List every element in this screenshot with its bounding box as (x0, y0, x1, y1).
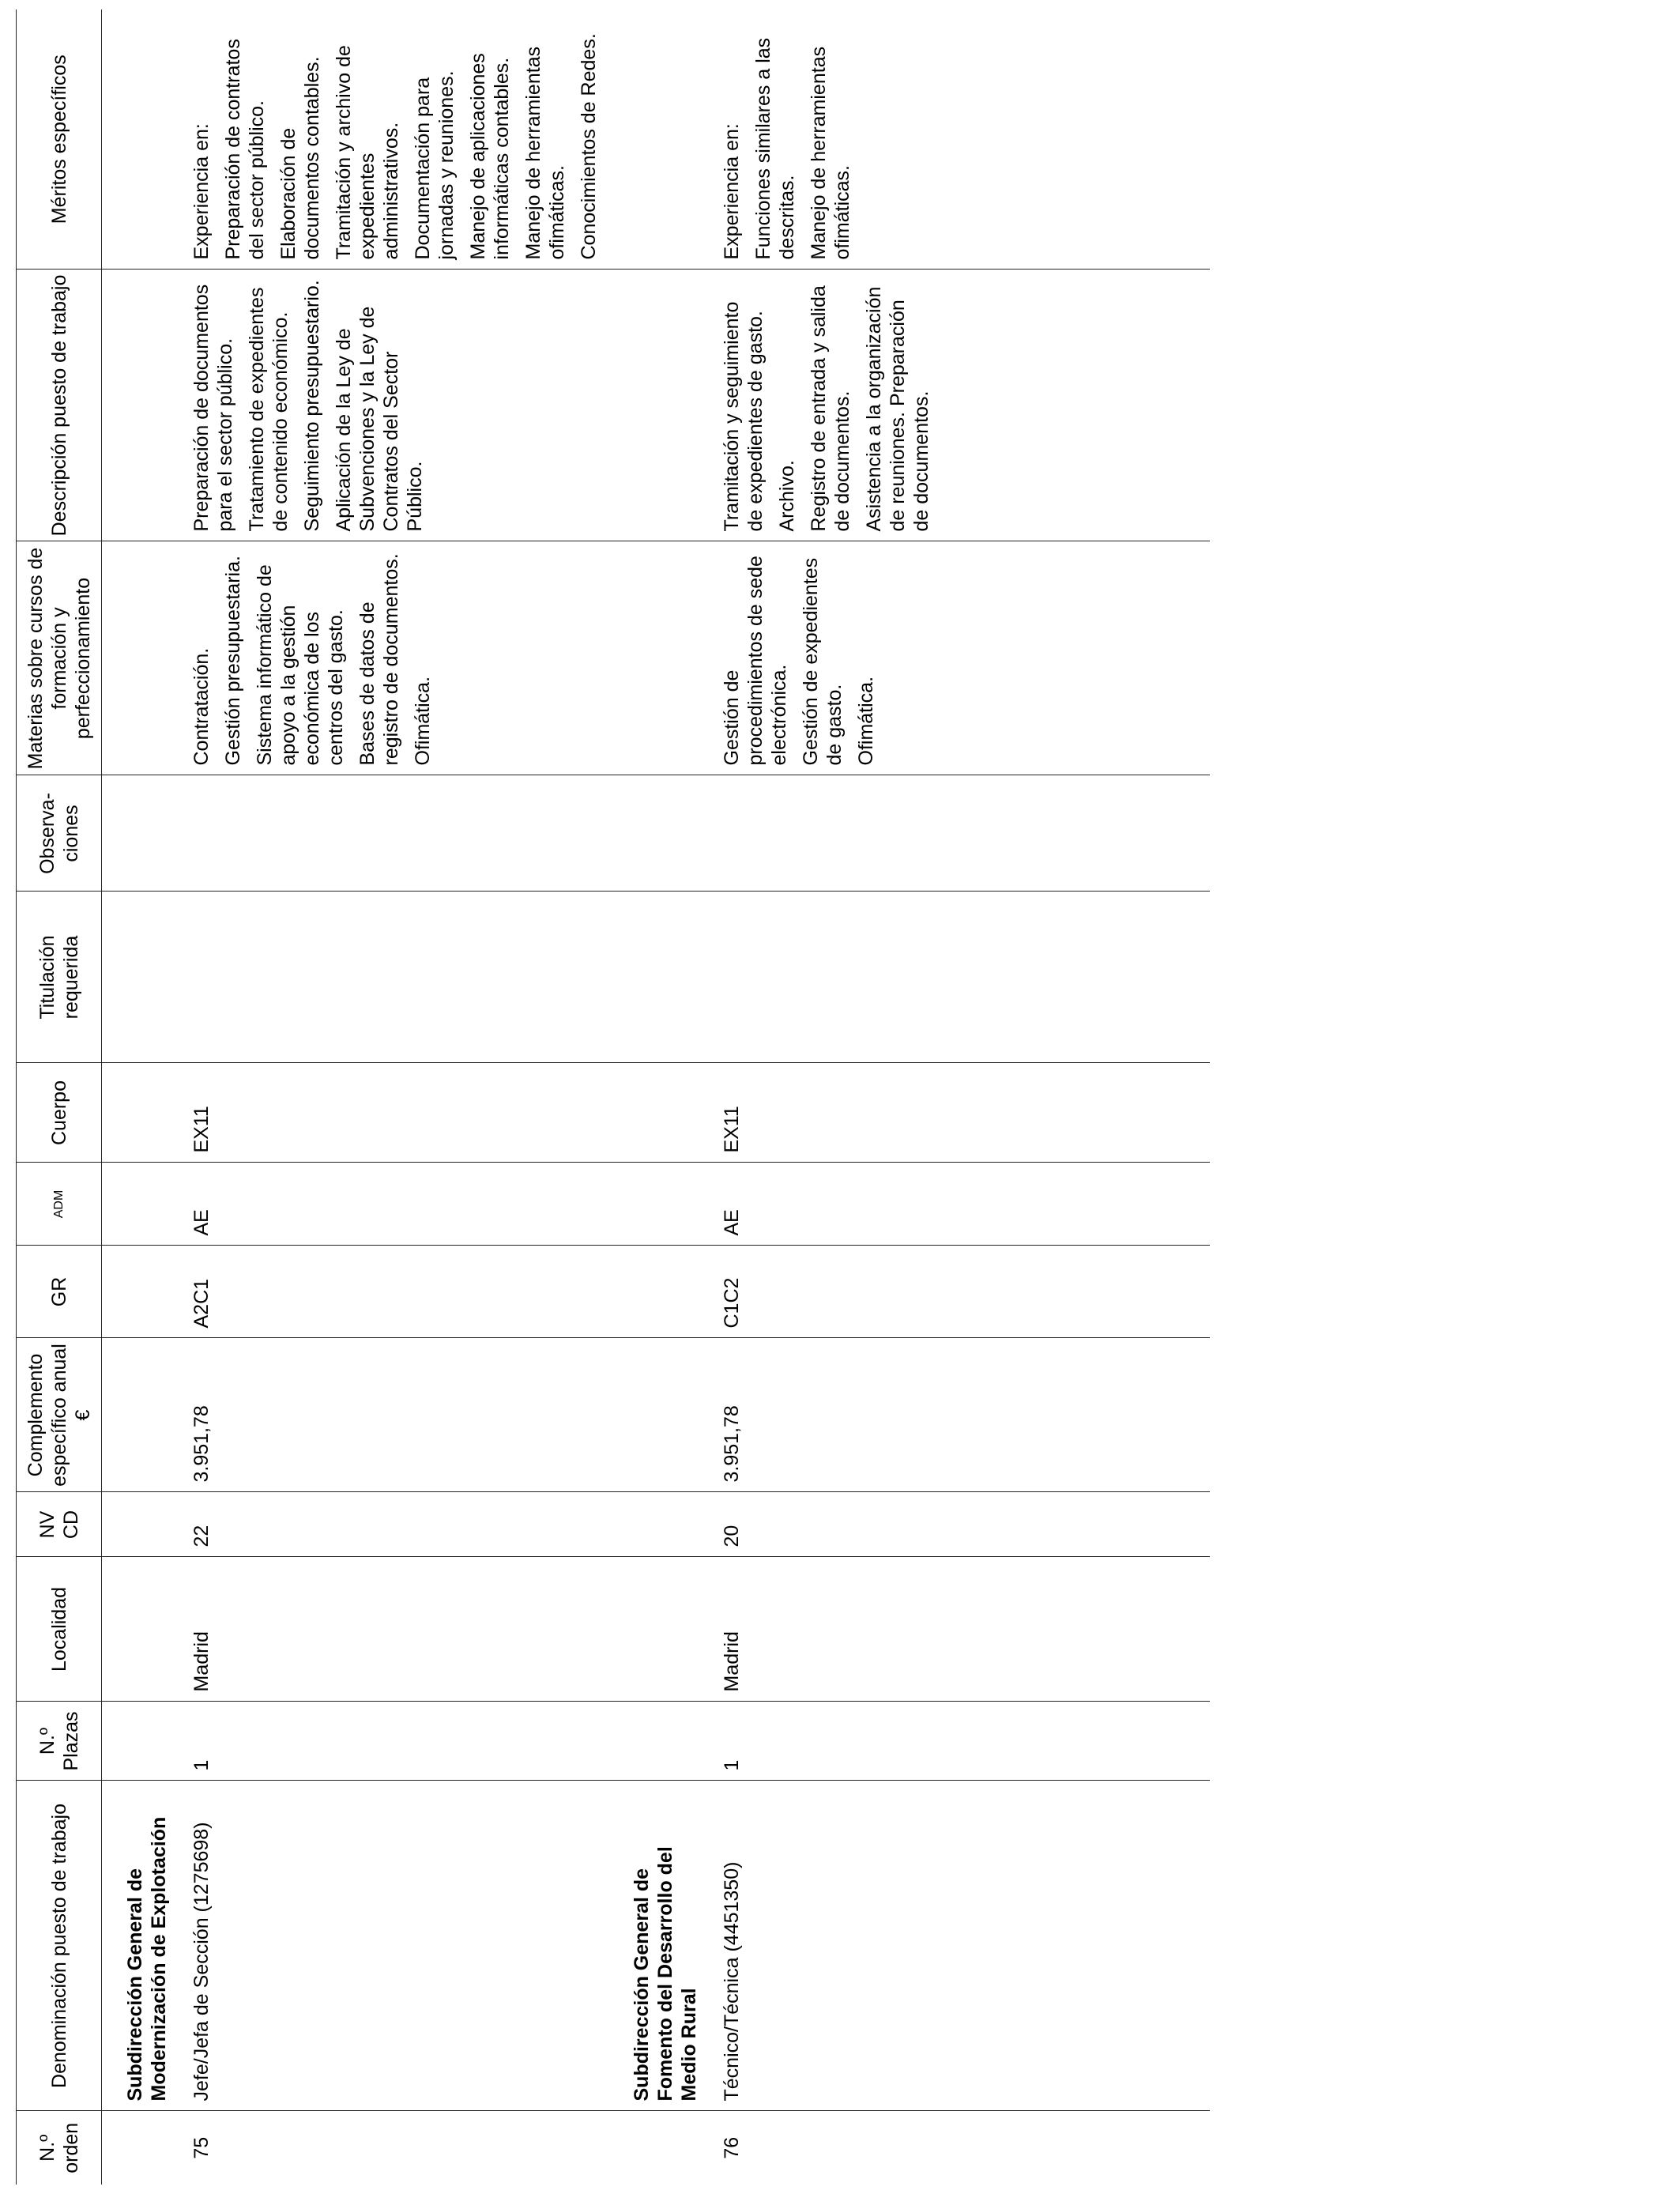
descripcion-list (720, 280, 933, 532)
cell-complemento: 3.951,78 (710, 1338, 1210, 1492)
list-item: Funciones similares a las descritas. (752, 37, 798, 260)
header-descripcion: Descripción puesto de trabajo (17, 270, 102, 541)
list-item: Registro de entrada y salida de documentos. (808, 285, 853, 532)
cell-localidad: Madrid (180, 1557, 608, 1702)
cell-grupo: C1C2 (710, 1246, 1210, 1338)
list-item: Gestión presupuestaria. (222, 556, 244, 766)
descripcion-list (190, 280, 427, 532)
list-item: Bases de datos de registro de documentos. (356, 553, 402, 766)
list-item: Aplicación de la Ley de Subvenciones y la Ley de Contratos del Sector Público. (333, 306, 426, 532)
cell-cuerpo: EX11 (180, 1063, 608, 1163)
header-materias: Materias sobre cursos de formación y perfeccionamiento (17, 541, 102, 775)
cell-plazas: 1 (710, 1702, 1210, 1781)
header-meritos: Méritos específicos (17, 9, 102, 270)
list-item: Asistencia a la organización de reuniones. Preparación de documentos. (863, 286, 932, 532)
header-titulacion: Titulación requerida (17, 892, 102, 1063)
cell-meritos (710, 9, 1210, 270)
cell-meritos (180, 9, 608, 270)
list-item: Manejo de aplicaciones informáticas contables. (467, 53, 513, 260)
header-orden: N.º orden (17, 2111, 102, 2185)
cell-titulacion (710, 892, 1210, 1063)
cell-observaciones (180, 775, 608, 892)
materias-list (720, 552, 878, 766)
list-item: Tramitación y seguimiento de expedientes de gasto. (721, 301, 767, 532)
list-item: Contratación. (190, 647, 213, 766)
cell-complemento: 3.951,78 (180, 1338, 608, 1492)
table-row (710, 9, 1210, 2185)
job-positions-table (16, 9, 1210, 2185)
cell-orden: 76 (721, 2136, 743, 2159)
meritos-list (720, 19, 854, 260)
header-complemento: Complemento específico anual € (17, 1338, 102, 1492)
header-plazas: N.º Plazas (17, 1702, 102, 1781)
list-item: Conocimientos de Redes. (578, 33, 600, 260)
list-item: Manejo de herramientas ofimáticas. (808, 46, 853, 260)
header-nivel: NV CD (17, 1492, 102, 1557)
cell-cuerpo: EX11 (710, 1063, 1210, 1163)
cell-localidad: Madrid (710, 1557, 1210, 1702)
cell-grupo: A2C1 (180, 1246, 608, 1338)
list-item: Tramitación y archivo de expedientes administrativos. (333, 45, 402, 260)
cell-materias (180, 541, 608, 775)
list-item: Experiencia en: (721, 123, 743, 260)
cell-materias (710, 541, 1210, 775)
list-item: Seguimiento presupuestario. (301, 280, 323, 532)
list-item: Gestión de procedimientos de sede electrónica. (721, 556, 790, 766)
list-item: Archivo. (776, 460, 798, 532)
list-item: Tratamiento de expedientes de contenido económico. (246, 287, 292, 532)
header-adm: ADM (17, 1163, 102, 1246)
list-item: Documentación para jornadas y reuniones. (412, 70, 458, 260)
header-grupo: GR (17, 1246, 102, 1338)
list-item: Experiencia en: (190, 123, 213, 260)
table-row (180, 9, 608, 2185)
header-cuerpo: Cuerpo (17, 1063, 102, 1163)
header-denominacion: Denominación puesto de trabajo (17, 1781, 102, 2111)
cell-titulacion (180, 892, 608, 1063)
list-item: Manejo de herramientas ofimáticas. (522, 46, 568, 260)
header-localidad: Localidad (17, 1557, 102, 1702)
cell-nivel: 20 (710, 1492, 1210, 1557)
cell-plazas: 1 (180, 1702, 608, 1781)
header-observaciones: Observa-ciones (17, 775, 102, 892)
cell-denominacion: Técnico/Técnica (4451350) (710, 1781, 1210, 2111)
cell-denominacion: Jefe/Jefa de Sección (1275698) (180, 1781, 608, 2111)
section-title: Subdirección General de Fomento del Desarrollo del Medio Rural (608, 1781, 710, 2111)
list-item: Preparación de contratos del sector público. (222, 39, 268, 260)
section-row (102, 9, 181, 2185)
section-row (608, 9, 710, 2185)
list-item: Elaboración de documentos contables. (277, 56, 323, 260)
list-item: Preparación de documentos para el sector público. (190, 284, 236, 532)
meritos-list (190, 19, 601, 260)
cell-descripcion (710, 270, 1210, 541)
list-item: Sistema informático de apoyo a la gestión económica de los centros del gasto. (254, 564, 347, 766)
cell-adm: AE (180, 1163, 608, 1246)
list-item: Ofimática. (412, 676, 434, 766)
cell-observaciones (710, 775, 1210, 892)
section-title: Subdirección General de Modernización de Explotación (102, 1781, 181, 2111)
list-item: Gestión de expedientes de gasto. (800, 557, 846, 766)
header-row (17, 9, 102, 2185)
cell-adm: AE (710, 1163, 1210, 1246)
list-item: Ofimática. (855, 676, 877, 766)
cell-descripcion (180, 270, 608, 541)
cell-orden: 75 (190, 2136, 213, 2159)
cell-nivel: 22 (180, 1492, 608, 1557)
materias-list (190, 552, 435, 766)
